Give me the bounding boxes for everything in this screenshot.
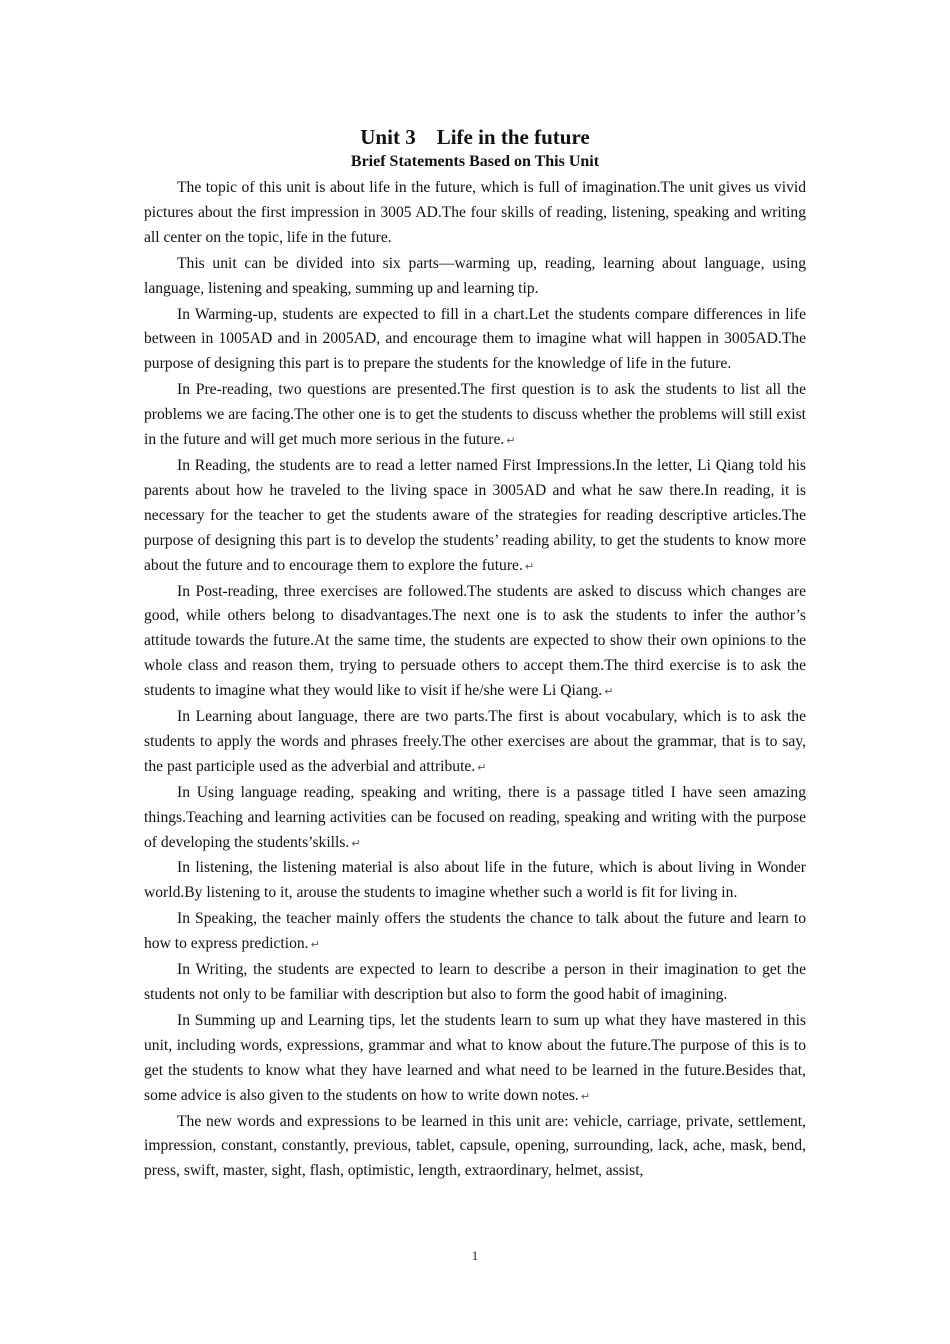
paragraph-mark-icon: ↵ [477, 760, 487, 774]
paragraph-learning-about-language [144, 705, 806, 781]
paragraph-text: The new words and expressions to be learned in this unit are: vehicle, carriage, private, settlement, impression, constant, constantly, previous, tablet, capsule, opening, surrounding, lack, ache, mask, bend, press, swift, master, sight, flash, optimistic, length, extraordinary, helmet, assist, [144, 1112, 806, 1180]
paragraph-text: In Reading, the students are to read a letter named First Impressions.In the letter, Li Qiang told his parents about how he traveled to the living space in 3005AD and what he saw there.In reading, it is necessary for the teacher to get the students aware of the strategies for reading descriptive articles.The purpose of designing this part is to develop the students’ reading ability, to get the students to know more about the future and to encourage them to explore the future. [144, 456, 806, 574]
paragraph-text: In Pre-reading, two questions are presented.The first question is to ask the students to list all the problems we are facing.The other one is to get the students to discuss whether the problems will still exist in the future and will get much more serious in the future. [144, 381, 806, 449]
document-title: Unit 3 Life in the future [360, 125, 590, 149]
paragraph-text: In Writing, the students are expected to learn to describe a person in their imagination to get the students not only to be familiar with description but also to form the good habit of imagining. [144, 961, 806, 1003]
paragraph-text: In Using language reading, speaking and writing, there is a passage titled I have seen amazing things.Teaching and learning activities can be focused on reading, speaking and writing with the purpose of developing the students’skills. [144, 783, 806, 851]
paragraph-summing-up [144, 1009, 806, 1110]
paragraph-mark-icon: ↵ [310, 938, 320, 952]
paragraph-reading [144, 454, 806, 580]
paragraph-mark-icon: ↵ [351, 836, 361, 850]
paragraph-mark-icon: ↵ [604, 685, 614, 699]
paragraph-mark-icon: ↵ [580, 1089, 591, 1103]
paragraph-new-words [144, 1110, 806, 1186]
paragraph-post-reading [144, 580, 806, 706]
paragraph-text: In Warming-up, students are expected to fill in a chart.Let the students compare differences in life between in 1005AD and in 2005AD, and encourage them to imagine what will happen in 3005AD.The purpose of designing this part is to prepare the students for the knowledge of life in the future. [144, 305, 806, 373]
paragraph-text: In Speaking, the teacher mainly offers the students the chance to talk about the future and learn to how to express prediction. [144, 910, 806, 953]
document-body [144, 122, 806, 1185]
paragraph-text: In Post-reading, three exercises are followed.The students are asked to discuss which changes are good, while others belong to disadvantages.The next one is to ask the students to infer the author’s attitude towards the future.At the same time, the students are expected to show their own opinions to the whole class and reason them, trying to persuade others to accept them.The third exercise is to ask the students to imagine what they would like to visit if he/she were Li Qiang. [144, 582, 806, 700]
paragraph-text: In Summing up and Learning tips, let the students learn to sum up what they have mastered in this unit, including words, expressions, grammar and what to know about the future.The purpose of this is to get the students to know what they have learned and what need to be learned in the future.Besides that, some advice is also given to the students on how to write down notes. [144, 1011, 806, 1104]
paragraph-topic [144, 176, 806, 252]
paragraph-parts [144, 252, 806, 303]
document-subtitle: Brief Statements Based on This Unit [350, 153, 600, 170]
paragraph-text: The topic of this unit is about life in the future, which is full of imagination.The unit gives us vivid pictures about the first impression in 3005 AD.The four skills of reading, listening, speaking and writing all center on the topic, life in the future. [144, 179, 806, 246]
page-number: 1 [471, 1248, 479, 1263]
paragraph-text: In Learning about language, there are two parts.The first is about vocabulary, which is to ask the students to apply the words and phrases freely.The other exercises are about the grammar, that is to say, the past participle used as the adverbial and attribute. [144, 708, 806, 775]
paragraph-text: In listening, the listening material is also about life in the future, which is about living in Wonder world.By listening to it, arouse the students to imagine whether such a world is fit for living in. [144, 859, 806, 902]
paragraph-text: This unit can be divided into six parts—warming up, reading, learning about language, using language, listening and speaking, summing up and learning tip. [144, 254, 806, 297]
paragraph-speaking [144, 907, 806, 958]
paragraph-mark-icon: ↵ [524, 559, 535, 573]
paragraph-warming-up [144, 303, 806, 379]
paragraph-pre-reading [144, 378, 806, 454]
paragraph-writing [144, 958, 806, 1009]
paragraph-listening [144, 856, 806, 907]
paragraph-using-language [144, 781, 806, 857]
paragraph-mark-icon: ↵ [506, 434, 516, 448]
